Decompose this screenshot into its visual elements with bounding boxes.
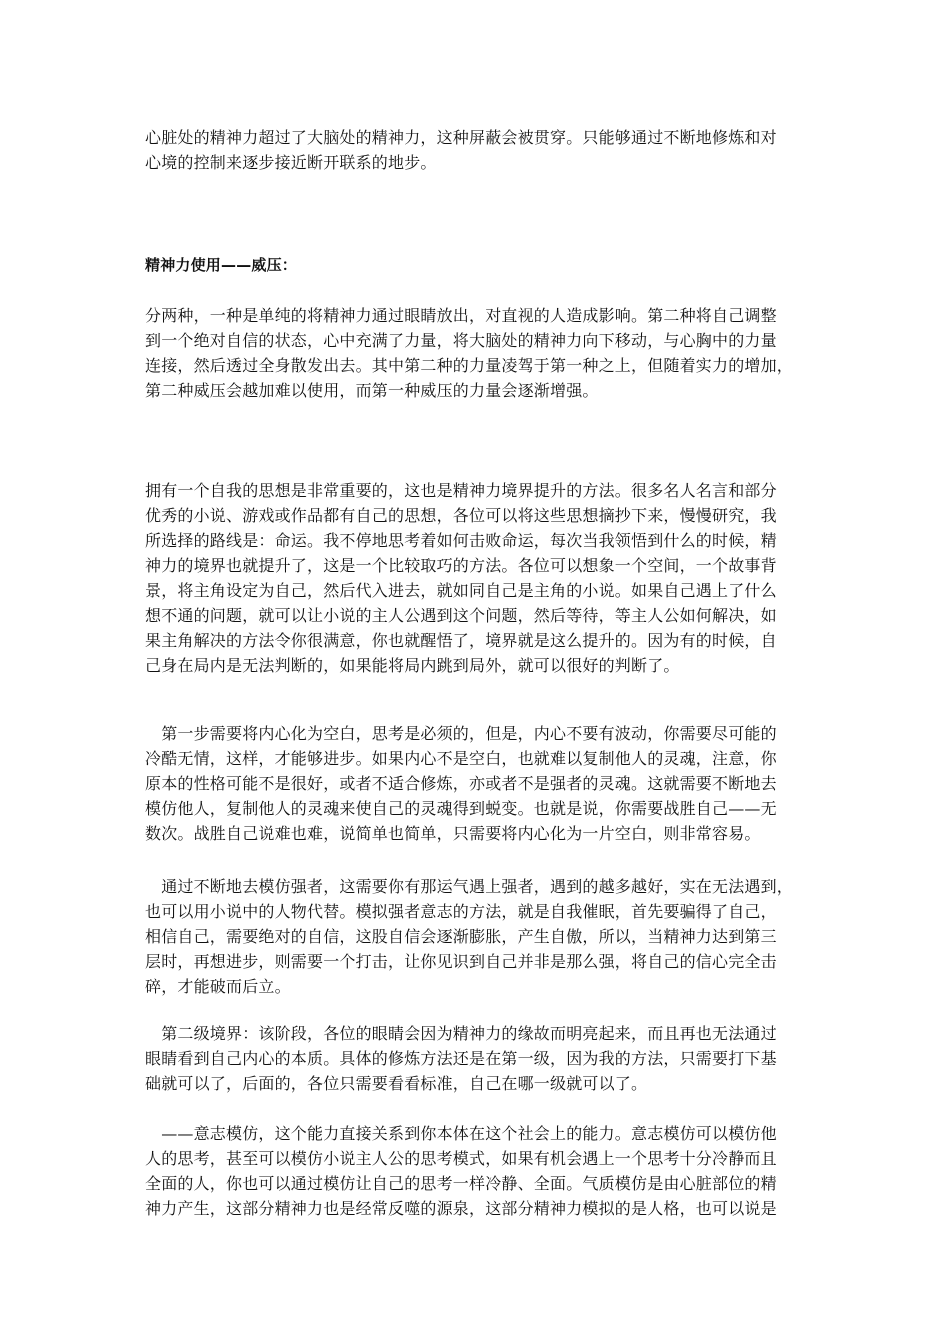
text-line: 果主角解决的方法令你很满意，你也就醒悟了，境界就是这么提升的。因为有的时候，自 — [145, 631, 777, 650]
paragraph-1 — [145, 125, 805, 175]
text-line: 全面的人，你也可以通过模仿让自己的思考一样冷静、全面。气质模仿是由心脏部位的精 — [145, 1174, 777, 1193]
text-line: 想不通的问题，就可以让小说的主人公遇到这个问题，然后等待，等主人公如何解决，如 — [145, 606, 777, 625]
text-line: 己身在局内是无法判断的，如果能将局内跳到局外，就可以很好的判断了。 — [145, 656, 680, 675]
text-line: 原本的性格可能不是很好，或者不适合修炼，亦或者不是强者的灵魂。这就需要不断地去 — [145, 774, 777, 793]
text-line: ——意志模仿，这个能力直接关系到你本体在这个社会上的能力。意志模仿可以模仿他 — [145, 1124, 777, 1143]
text-line: 冷酷无情，这样，才能够进步。如果内心不是空白，也就难以复制他人的灵魂，注意，你 — [145, 749, 777, 768]
heading-text: 精神力使用——威压： — [145, 256, 298, 274]
text-line: 连接，然后透过全身散发出去。其中第二种的力量凌驾于第一种之上，但随着实力的增加， — [145, 356, 794, 375]
paragraph-5 — [145, 874, 805, 999]
text-line: 础就可以了，后面的，各位只需要看看标准，自己在哪一级就可以了。 — [145, 1074, 648, 1093]
text-line: 数次。战胜自己说难也难，说简单也简单，只需要将内心化为一片空白，则非常容易。 — [145, 824, 761, 843]
text-line: 到一个绝对自信的状态，心中充满了力量，将大脑处的精神力向下移动，与心胸中的力量 — [145, 331, 777, 350]
text-line: 通过不断地去模仿强者，这需要你有那运气遇上强者，遇到的越多越好，实在无法遇到， — [145, 877, 794, 896]
paragraph-4 — [145, 721, 805, 846]
paragraph-6 — [145, 1021, 805, 1096]
paragraph-2 — [145, 303, 805, 403]
paragraph-3 — [145, 478, 805, 678]
text-line: 所选择的路线是：命运。我不停地思考着如何击败命运，每次当我领悟到什么的时候，精 — [145, 531, 777, 550]
text-line: 层时，再想进步，则需要一个打击，让你见识到自己并非是那么强，将自己的信心完全击 — [145, 952, 777, 971]
text-line: 心脏处的精神力超过了大脑处的精神力，这种屏蔽会被贯穿。只能够通过不断地修炼和对 — [145, 128, 777, 147]
text-line: 优秀的小说、游戏或作品都有自己的思想，各位可以将这些思想摘抄下来，慢慢研究，我 — [145, 506, 777, 525]
text-line: 眼睛看到自己内心的本质。具体的修炼方法还是在第一级，因为我的方法，只需要打下基 — [145, 1049, 777, 1068]
text-line: 人的思考，甚至可以模仿小说主人公的思考模式，如果有机会遇上一个思考十分冷静而且 — [145, 1149, 777, 1168]
text-line: 也可以用小说中的人物代替。模拟强者意志的方法，就是自我催眠，首先要骗得了自己， — [145, 902, 777, 921]
text-line: 模仿他人，复制他人的灵魂来使自己的灵魂得到蜕变。也就是说，你需要战胜自己——无 — [145, 799, 777, 818]
paragraph-7 — [145, 1121, 805, 1221]
text-line: 神力产生，这部分精神力也是经常反噬的源泉，这部分精神力模拟的是人格，也可以说是 — [145, 1199, 777, 1218]
section-heading — [145, 253, 805, 278]
text-line: 第二种威压会越加难以使用，而第一种威压的力量会逐渐增强。 — [145, 381, 599, 400]
text-line: 碎，才能破而后立。 — [145, 977, 291, 996]
text-line: 拥有一个自我的思想是非常重要的，这也是精神力境界提升的方法。很多名人名言和部分 — [145, 481, 777, 500]
text-line: 景，将主角设定为自己，然后代入进去，就如同自己是主角的小说。如果自己遇上了什么 — [145, 581, 777, 600]
text-line: 第一步需要将内心化为空白，思考是必须的，但是，内心不要有波动，你需要尽可能的 — [145, 724, 777, 743]
text-line: 神力的境界也就提升了，这是一个比较取巧的方法。各位可以想象一个空间，一个故事背 — [145, 556, 777, 575]
text-line: 第二级境界：该阶段，各位的眼睛会因为精神力的缘故而明亮起来，而且再也无法通过 — [145, 1024, 777, 1043]
text-line: 相信自己，需要绝对的自信，这股自信会逐渐膨胀，产生自傲，所以，当精神力达到第三 — [145, 927, 777, 946]
text-line: 分两种，一种是单纯的将精神力通过眼睛放出，对直视的人造成影响。第二种将自己调整 — [145, 306, 777, 325]
text-line: 心境的控制来逐步接近断开联系的地步。 — [145, 153, 437, 172]
